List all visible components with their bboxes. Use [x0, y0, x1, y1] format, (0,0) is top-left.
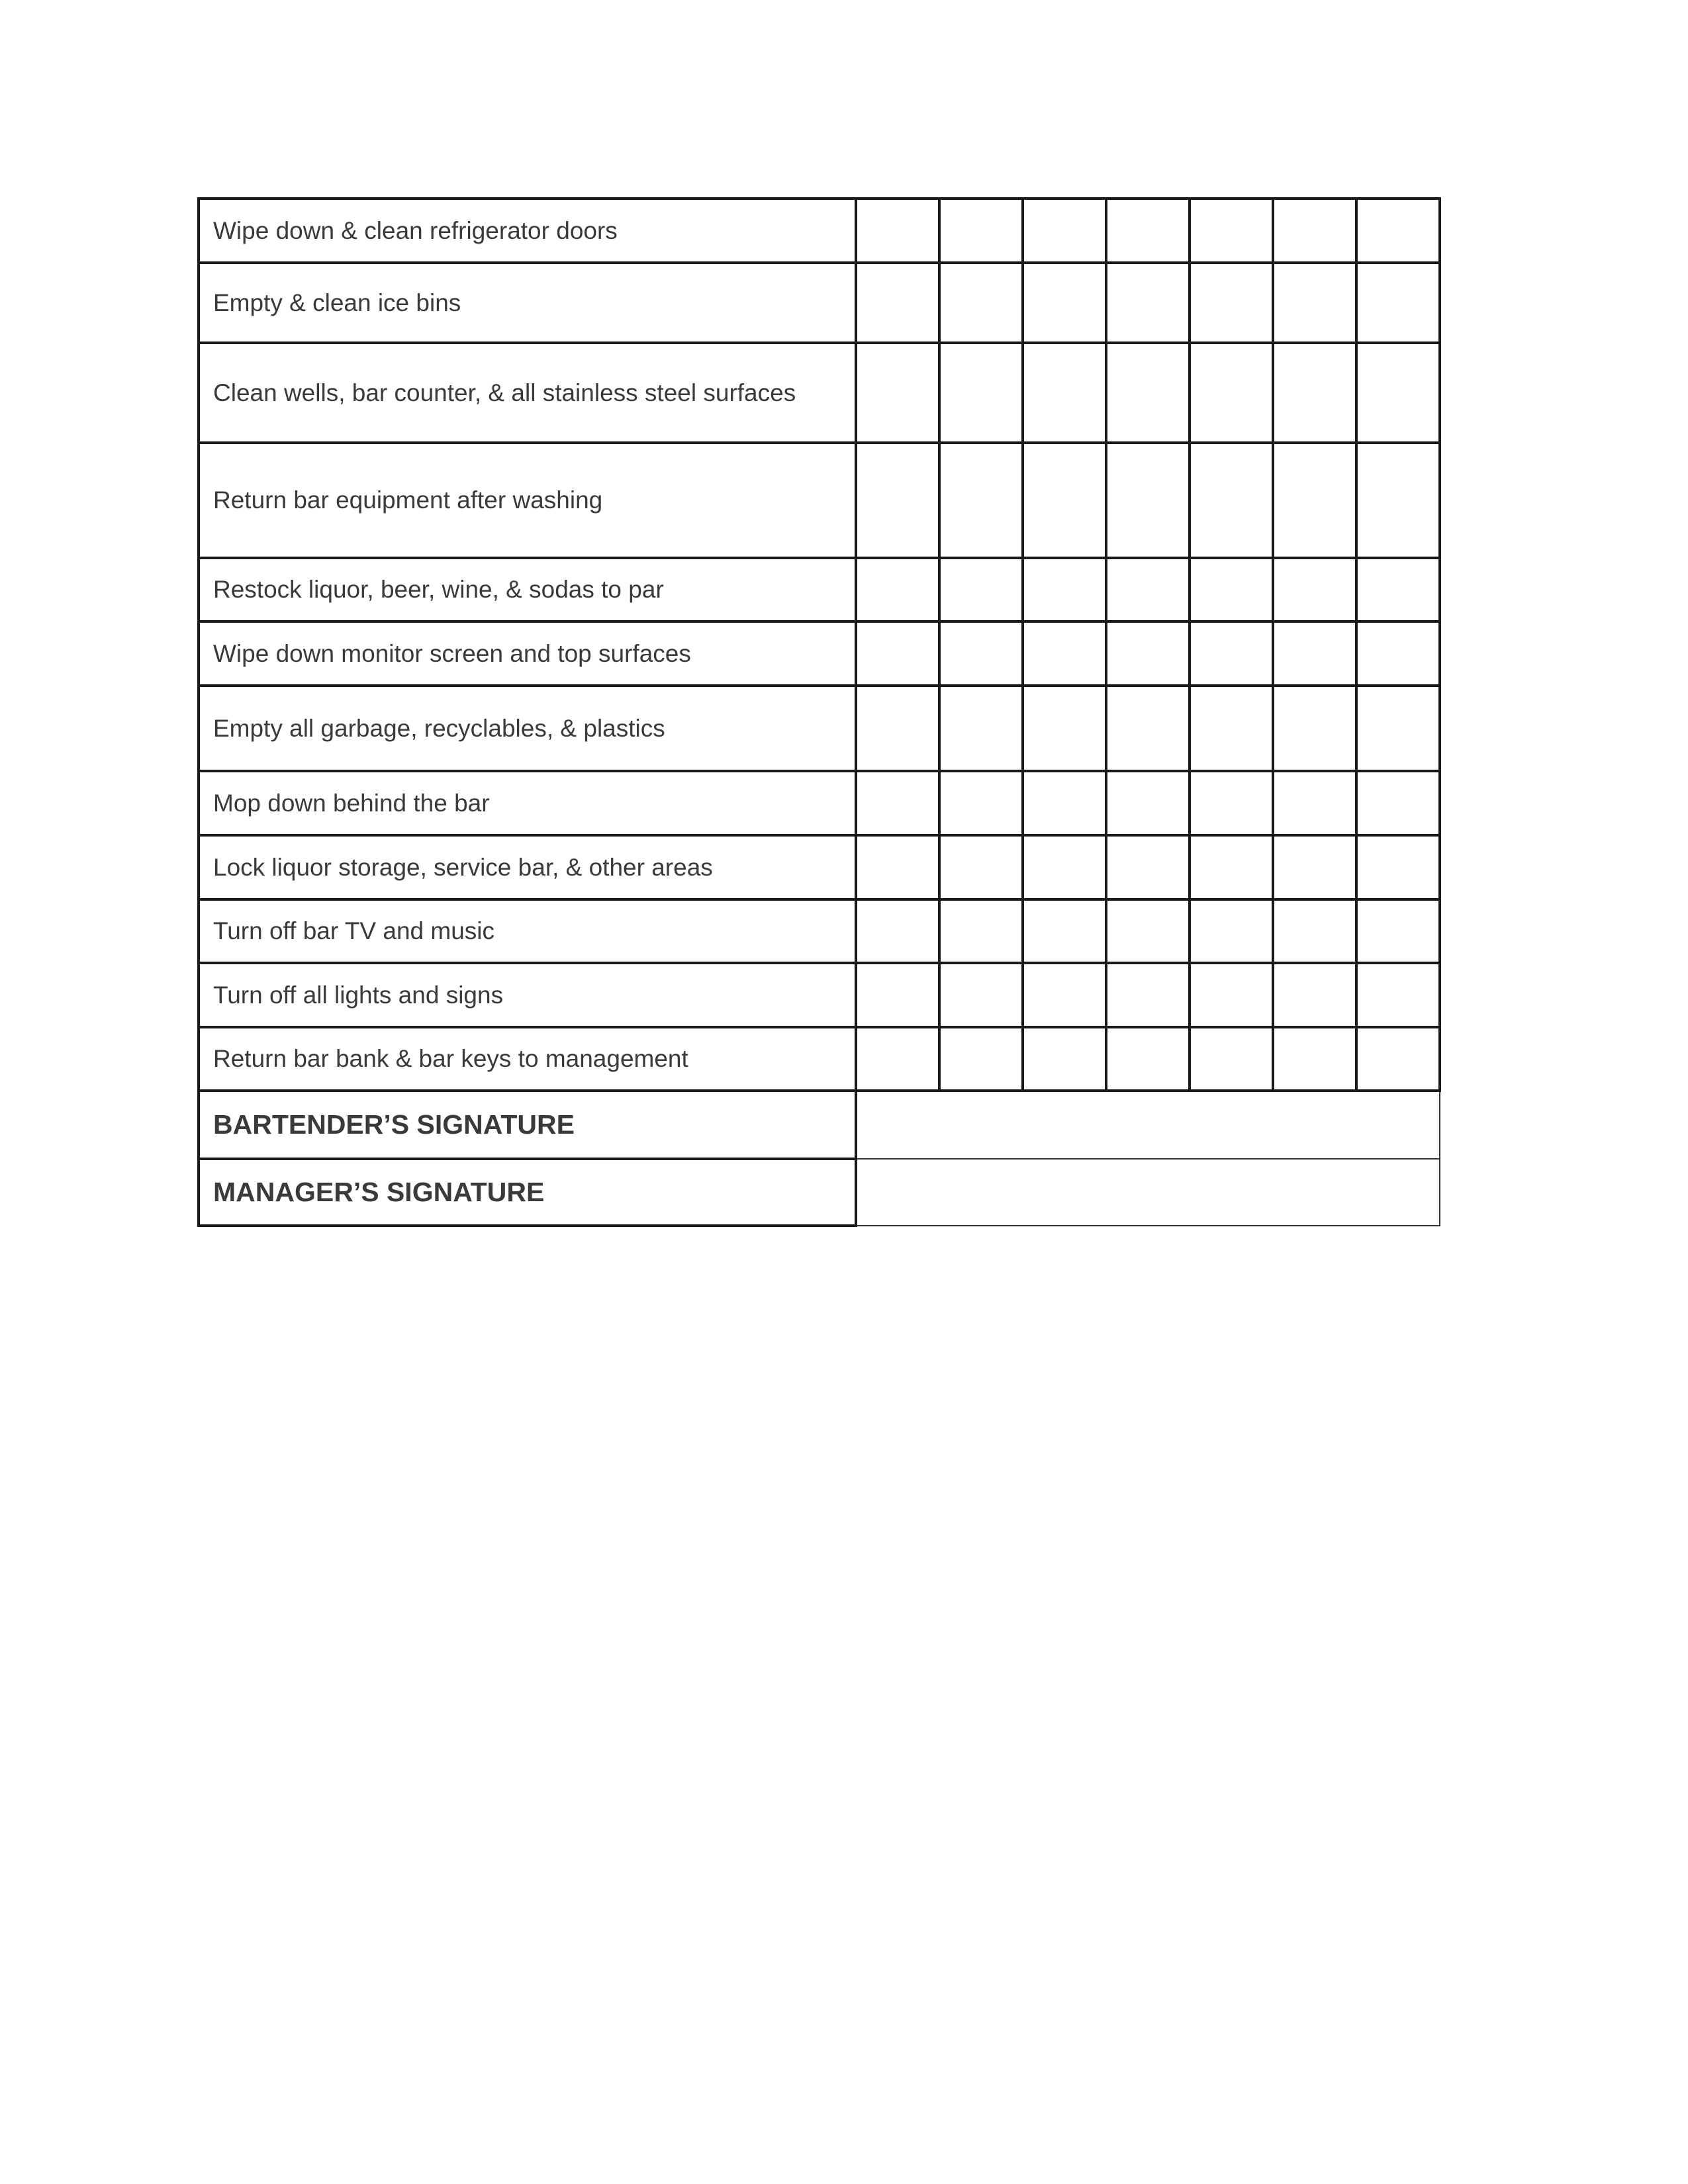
- checkbox-cell[interactable]: [939, 443, 1023, 558]
- table-row: [199, 686, 1440, 771]
- checkbox-cell[interactable]: [1023, 899, 1106, 963]
- checkbox-cell[interactable]: [1356, 558, 1440, 621]
- task-label: Wipe down monitor screen and top surfaces: [199, 621, 856, 686]
- checkbox-cell[interactable]: [1273, 199, 1356, 263]
- bartender-signature-field[interactable]: [856, 1091, 1440, 1159]
- checkbox-cell[interactable]: [939, 343, 1023, 443]
- task-label: Wipe down & clean refrigerator doors: [199, 199, 856, 263]
- checkbox-cell[interactable]: [1273, 443, 1356, 558]
- table-row: [199, 263, 1440, 343]
- manager-signature-field[interactable]: [856, 1159, 1440, 1226]
- table-row: [199, 558, 1440, 621]
- checkbox-cell[interactable]: [1106, 443, 1190, 558]
- task-label: Turn off bar TV and music: [199, 899, 856, 963]
- checkbox-cell[interactable]: [1190, 835, 1273, 899]
- checkbox-cell[interactable]: [1190, 771, 1273, 835]
- checkbox-cell[interactable]: [1273, 963, 1356, 1027]
- table-row: [199, 443, 1440, 558]
- checkbox-cell[interactable]: [939, 771, 1023, 835]
- table-row: [199, 1027, 1440, 1091]
- checkbox-cell[interactable]: [939, 899, 1023, 963]
- checkbox-cell[interactable]: [1023, 686, 1106, 771]
- checkbox-cell[interactable]: [1273, 686, 1356, 771]
- checkbox-cell[interactable]: [1356, 443, 1440, 558]
- task-label: Empty all garbage, recyclables, & plastics: [199, 686, 856, 771]
- checkbox-cell[interactable]: [939, 558, 1023, 621]
- checkbox-cell[interactable]: [856, 899, 939, 963]
- checkbox-cell[interactable]: [1190, 686, 1273, 771]
- task-label: Mop down behind the bar: [199, 771, 856, 835]
- checkbox-cell[interactable]: [1356, 621, 1440, 686]
- checkbox-cell[interactable]: [856, 835, 939, 899]
- checkbox-cell[interactable]: [1356, 835, 1440, 899]
- bartender-signature-row: [199, 1091, 1440, 1159]
- checkbox-cell[interactable]: [1106, 771, 1190, 835]
- checkbox-cell[interactable]: [1190, 621, 1273, 686]
- manager-signature-label: MANAGER’S SIGNATURE: [199, 1159, 856, 1226]
- task-label: Empty & clean ice bins: [199, 263, 856, 343]
- checkbox-cell[interactable]: [1106, 263, 1190, 343]
- checkbox-cell[interactable]: [1023, 343, 1106, 443]
- checkbox-cell[interactable]: [1023, 621, 1106, 686]
- checkbox-cell[interactable]: [939, 199, 1023, 263]
- task-label: Restock liquor, beer, wine, & sodas to par: [199, 558, 856, 621]
- checkbox-cell[interactable]: [856, 963, 939, 1027]
- checkbox-cell[interactable]: [1106, 1027, 1190, 1091]
- checkbox-cell[interactable]: [1106, 963, 1190, 1027]
- bartender-signature-label: BARTENDER’S SIGNATURE: [199, 1091, 856, 1159]
- checkbox-cell[interactable]: [1273, 343, 1356, 443]
- checkbox-cell[interactable]: [1273, 899, 1356, 963]
- task-label: Clean wells, bar counter, & all stainless steel surfaces: [199, 343, 856, 443]
- checkbox-cell[interactable]: [856, 558, 939, 621]
- checkbox-cell[interactable]: [1273, 771, 1356, 835]
- checkbox-cell[interactable]: [1023, 263, 1106, 343]
- checkbox-cell[interactable]: [1356, 1027, 1440, 1091]
- task-label: Return bar bank & bar keys to management: [199, 1027, 856, 1091]
- checkbox-cell[interactable]: [856, 621, 939, 686]
- closing-checklist-table: [197, 197, 1441, 1227]
- checkbox-cell[interactable]: [1023, 835, 1106, 899]
- checkbox-cell[interactable]: [856, 343, 939, 443]
- checkbox-cell[interactable]: [1273, 835, 1356, 899]
- checkbox-cell[interactable]: [1273, 263, 1356, 343]
- checkbox-cell[interactable]: [1190, 1027, 1273, 1091]
- checkbox-cell[interactable]: [939, 263, 1023, 343]
- checkbox-cell[interactable]: [1023, 199, 1106, 263]
- checkbox-cell[interactable]: [856, 443, 939, 558]
- checkbox-cell[interactable]: [1356, 686, 1440, 771]
- checkbox-cell[interactable]: [1106, 343, 1190, 443]
- checkbox-cell[interactable]: [856, 199, 939, 263]
- checkbox-cell[interactable]: [1356, 343, 1440, 443]
- checkbox-cell[interactable]: [856, 263, 939, 343]
- checkbox-cell[interactable]: [1356, 263, 1440, 343]
- checkbox-cell[interactable]: [1356, 199, 1440, 263]
- manager-signature-row: [199, 1159, 1440, 1226]
- checkbox-cell[interactable]: [1023, 443, 1106, 558]
- checkbox-cell[interactable]: [1190, 199, 1273, 263]
- table-row: [199, 771, 1440, 835]
- table-row: [199, 199, 1440, 263]
- table-row: [199, 899, 1440, 963]
- checkbox-cell[interactable]: [1106, 621, 1190, 686]
- checkbox-cell[interactable]: [1106, 199, 1190, 263]
- checkbox-cell[interactable]: [856, 1027, 939, 1091]
- table-row: [199, 963, 1440, 1027]
- checkbox-cell[interactable]: [1190, 263, 1273, 343]
- checkbox-cell[interactable]: [1106, 558, 1190, 621]
- checkbox-cell[interactable]: [939, 963, 1023, 1027]
- checkbox-cell[interactable]: [1106, 686, 1190, 771]
- checkbox-cell[interactable]: [856, 686, 939, 771]
- task-rows: [199, 199, 1440, 1226]
- task-label: Turn off all lights and signs: [199, 963, 856, 1027]
- checkbox-cell[interactable]: [1190, 899, 1273, 963]
- table-row: [199, 621, 1440, 686]
- table-row: [199, 835, 1440, 899]
- checkbox-cell[interactable]: [1273, 1027, 1356, 1091]
- checkbox-cell[interactable]: [1356, 963, 1440, 1027]
- checkbox-cell[interactable]: [939, 686, 1023, 771]
- checkbox-cell[interactable]: [1190, 558, 1273, 621]
- checkbox-cell[interactable]: [1356, 899, 1440, 963]
- checkbox-cell[interactable]: [1023, 771, 1106, 835]
- task-label: Lock liquor storage, service bar, & other areas: [199, 835, 856, 899]
- checkbox-cell[interactable]: [1190, 443, 1273, 558]
- checkbox-cell[interactable]: [1190, 343, 1273, 443]
- checkbox-cell[interactable]: [939, 835, 1023, 899]
- task-label: Return bar equipment after washing: [199, 443, 856, 558]
- checkbox-cell[interactable]: [1356, 771, 1440, 835]
- checkbox-cell[interactable]: [1273, 621, 1356, 686]
- checkbox-cell[interactable]: [1190, 963, 1273, 1027]
- checkbox-cell[interactable]: [1106, 899, 1190, 963]
- checkbox-cell[interactable]: [1023, 963, 1106, 1027]
- checkbox-cell[interactable]: [939, 1027, 1023, 1091]
- table-row: [199, 343, 1440, 443]
- checkbox-cell[interactable]: [1106, 835, 1190, 899]
- checkbox-cell[interactable]: [856, 771, 939, 835]
- checkbox-cell[interactable]: [1273, 558, 1356, 621]
- checkbox-cell[interactable]: [1023, 1027, 1106, 1091]
- checkbox-cell[interactable]: [1023, 558, 1106, 621]
- checkbox-cell[interactable]: [939, 621, 1023, 686]
